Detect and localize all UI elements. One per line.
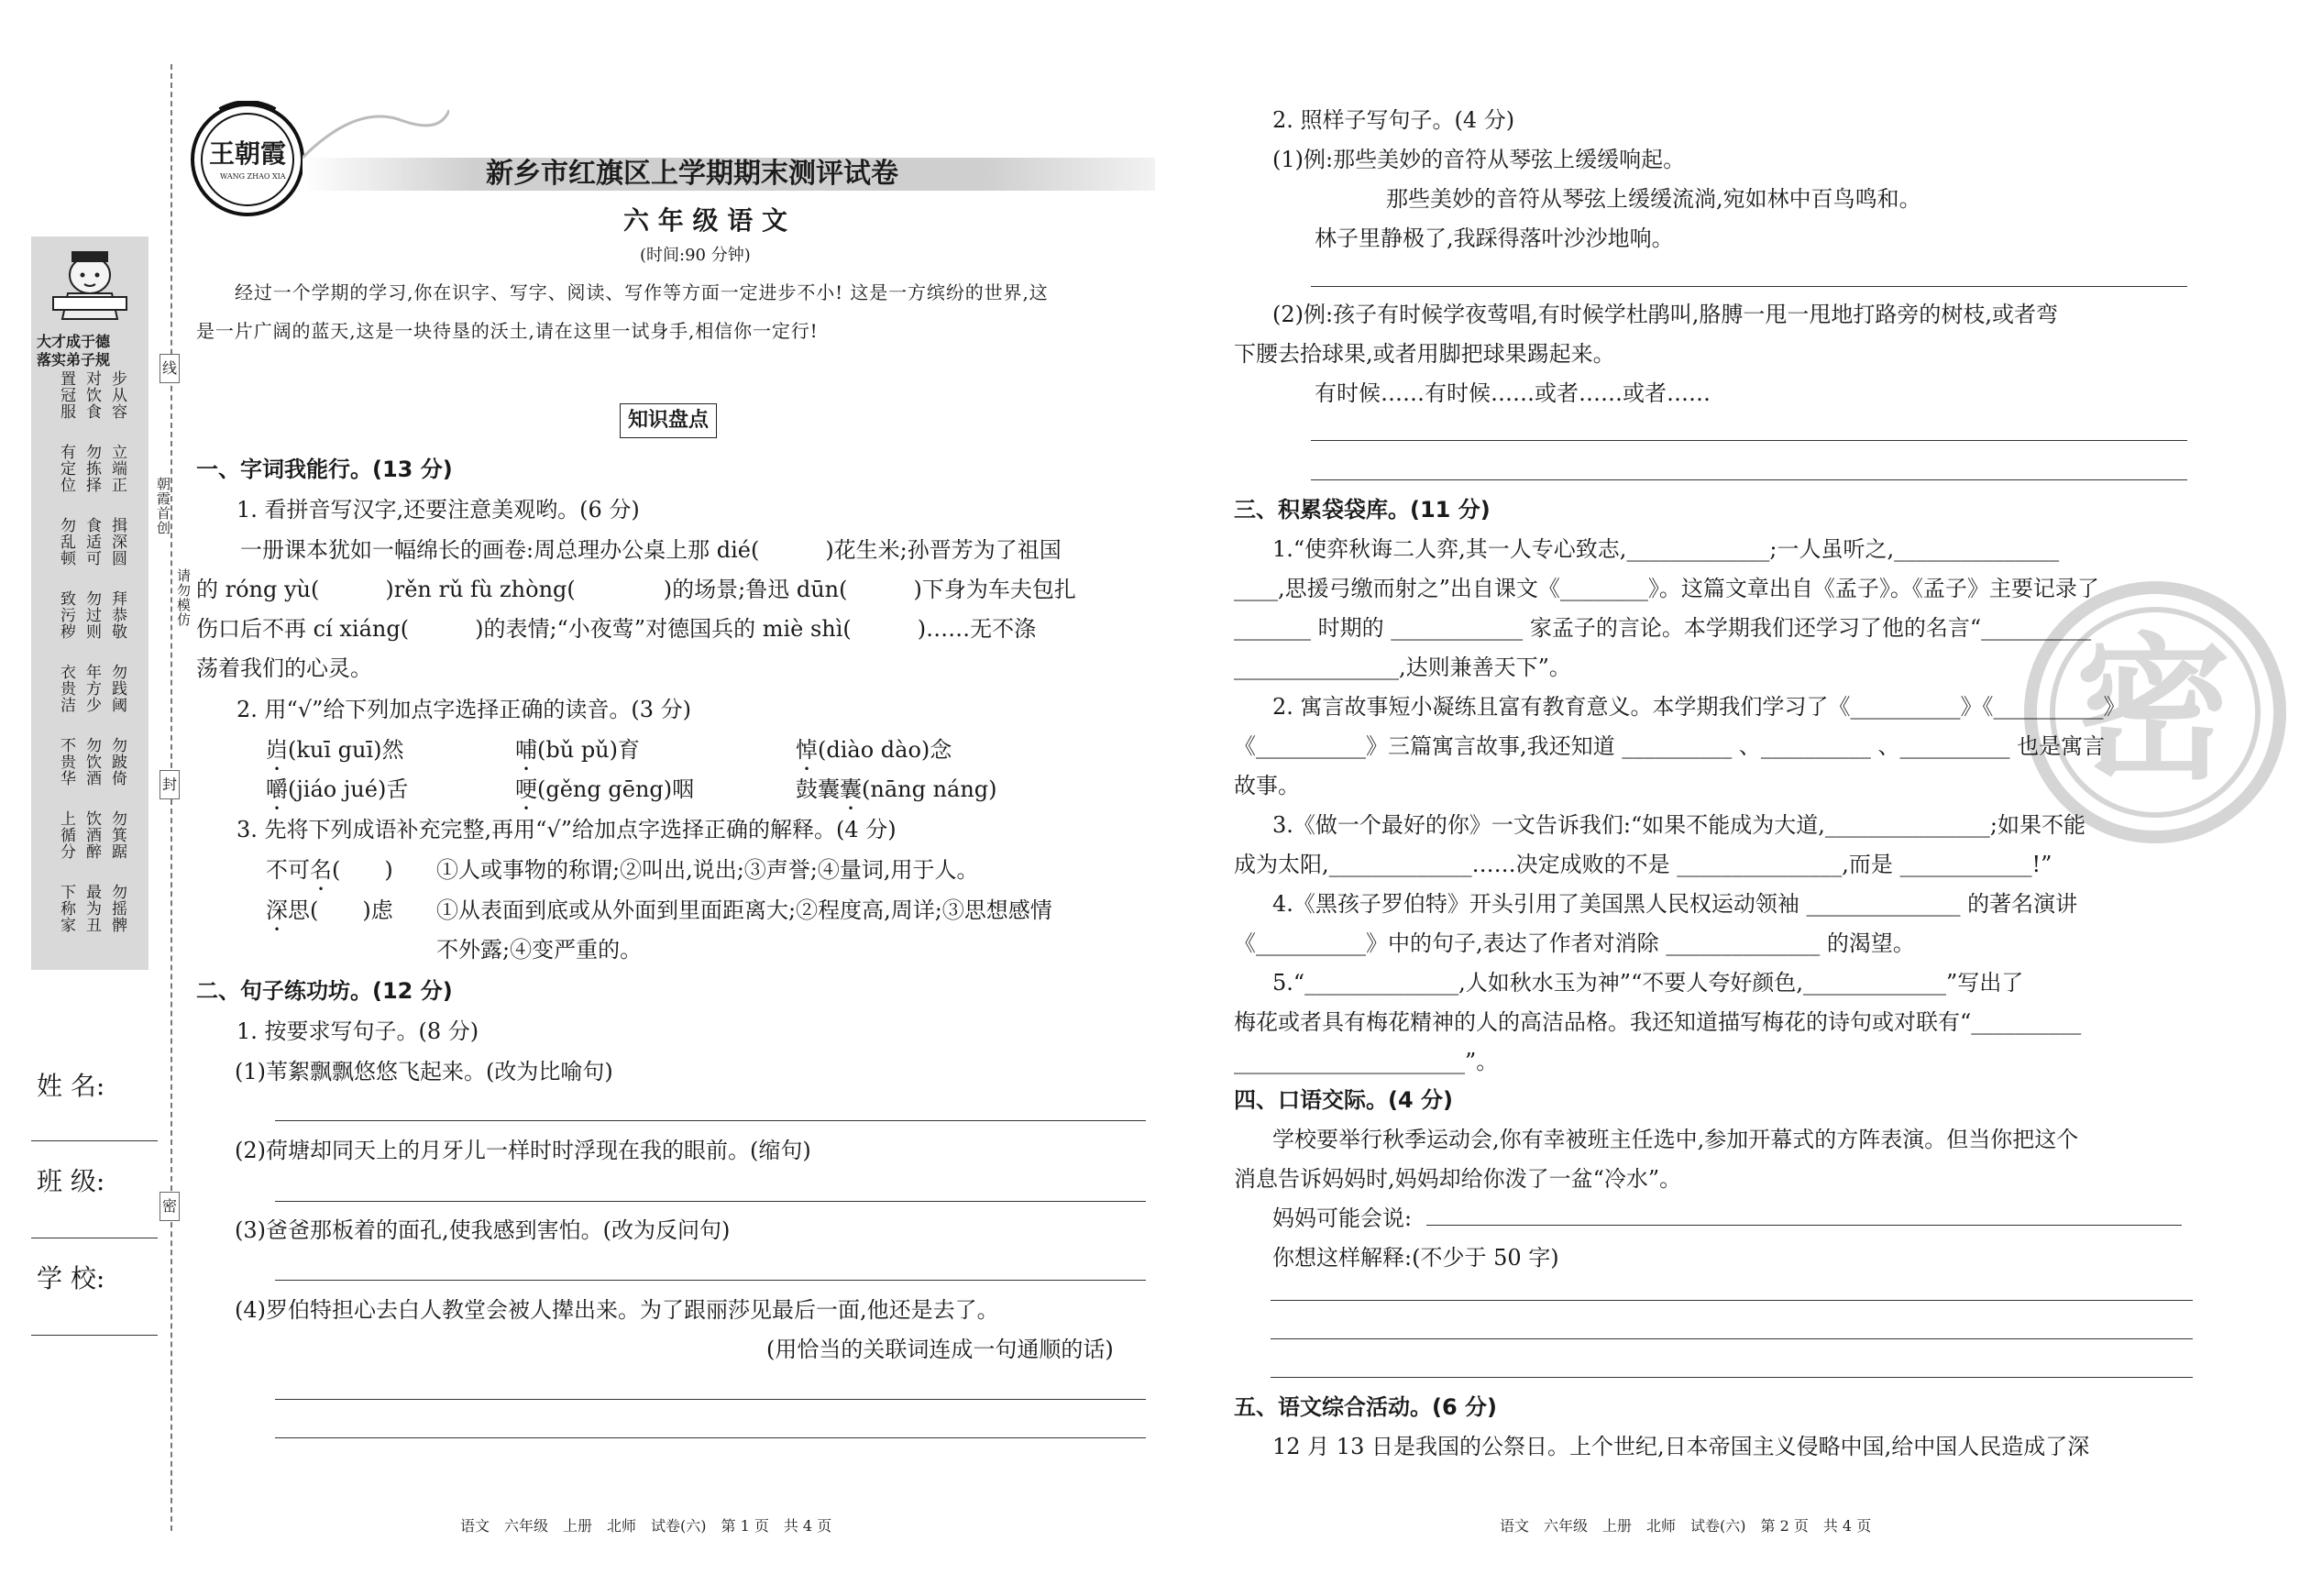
conduct-rule-1-1: 勿拣择 (83, 444, 101, 493)
s3-q2-line-1: 2. 寓言故事短小凝练且富有教育意义。本学期我们学习了《__________》《__________》 (1272, 694, 2126, 720)
conduct-rule-6-0: 勿箕踞 (108, 810, 127, 860)
conduct-rule-3-2: 致污秽 (57, 590, 75, 640)
conduct-rule-1-2: 有定位 (57, 444, 75, 493)
q2-item-3-rest: (diào dào)念 (818, 737, 952, 763)
conduct-rule-5-0: 勿跛倚 (108, 737, 127, 787)
q2-item-5-rest: (gěng gēng)咽 (537, 776, 695, 802)
conduct-rule-7-1: 最为丑 (83, 884, 101, 933)
conduct-rule-7-0: 勿摇髀 (108, 884, 127, 933)
s4-explain-label: 你想这样解释:(不少于 50 字) (1272, 1245, 1559, 1271)
answer-line-s2-d-1[interactable] (275, 1399, 1146, 1400)
q2-item-2-char: 哺 (515, 737, 537, 763)
conduct-rule-3-0: 拜恭敬 (108, 590, 127, 640)
q1-prompt: 1. 看拼音写汉字,还要注意美观哟。(6 分) (237, 497, 640, 523)
conduct-rule-3-1: 勿过则 (83, 590, 101, 640)
fold-mark-secret: 密 (160, 1192, 180, 1221)
conduct-rule-4-1: 年方少 (83, 664, 101, 713)
q3-def-b-2: 不外露;④变严重的。 (436, 937, 643, 963)
s3-q5-line-3: _____________________”。 (1234, 1049, 1499, 1074)
q3-idiom-a-word: 不可 (266, 857, 310, 883)
school-label: 学 校: (37, 1263, 105, 1293)
brand-logo-subtext: WANG ZHAO XIA (220, 172, 286, 181)
fold-mark-line: 线 (160, 354, 180, 383)
answer-line-s4-2[interactable] (1271, 1338, 2193, 1339)
q3-idiom-a-blank[interactable]: ( ) (332, 857, 393, 883)
s3-q4-line-1: 4.《黑孩子罗伯特》开头引用了美国黑人民权运动领袖 ______________ 的著名演讲 (1272, 891, 2078, 917)
section-1-heading: 一、字词我能行。(13 分) (196, 457, 453, 482)
answer-line-s4-3[interactable] (1271, 1377, 2193, 1378)
s2-q1-c: (3)爸爸那板着的面孔,使我感到害怕。(改为反问句) (235, 1217, 731, 1243)
q2-item-3 (796, 736, 952, 776)
q2-item-4 (266, 776, 408, 815)
r-q2-prompt: 2. 照样子写句子。(4 分) (1272, 107, 1515, 133)
s2-q1-d-requirement: (用恰当的关联词连成一句通顺的话) (766, 1337, 1114, 1362)
q3-idiom-a (266, 856, 393, 896)
s3-q1-line-2: ____,思援弓缴而射之”出自课文《________》。这篇文章出自《孟子》。《孟子》主要记录了 (1234, 576, 2099, 601)
side-note-col-1: 朝霞首创 (155, 477, 171, 535)
answer-line-r-q2-2-1[interactable] (1311, 440, 2187, 441)
fold-mark-seal: 封 (160, 770, 180, 799)
q2-item-4-rest: (jiáo jué)舌 (288, 776, 409, 802)
q2-item-4-char: 嚼 (266, 776, 288, 802)
conduct-rule-4-0: 勿践阈 (108, 664, 127, 713)
s4-scenario-2: 消息告诉妈妈时,妈妈却给你泼了一盆“冷水”。 (1234, 1166, 1682, 1192)
conduct-rule-2-0: 揖深圆 (108, 517, 127, 567)
conduct-rule-0-2: 置冠服 (57, 370, 75, 420)
q1-line-2: 的 róng yù( )rěn rǔ fù zhòng( )的场景;鲁迅 dūn( )下身为车夫包扎 (196, 577, 1076, 602)
exam-time: (时间:90 分钟) (640, 246, 751, 265)
r-q2-1-task: 林子里静极了,我踩得落叶沙沙地响。 (1315, 226, 1674, 251)
conduct-rule-5-2: 不贵华 (57, 737, 75, 787)
answer-line-s2-a[interactable] (275, 1120, 1146, 1121)
q2-item-6-char: 囊 (840, 776, 862, 802)
conduct-rule-0-1: 对饮食 (83, 370, 101, 420)
s3-q2-line-2: 《__________》三篇寓言故事,我还知道 __________ 、__________ 、__________ 也是寓言 (1234, 733, 2106, 759)
s3-q2-line-3: 故事。 (1234, 773, 1300, 798)
q3-prompt: 3. 先将下列成语补充完整,再用“√”给加点字选择正确的解释。(4 分) (237, 817, 897, 842)
conduct-rule-7-2: 下称家 (57, 884, 75, 933)
s3-q3-line-2: 成为太阳,_____________……决定成败的不是 _______________,而是 ____________!” (1234, 852, 2052, 877)
conduct-rule-1-0: 立端正 (108, 444, 127, 493)
conduct-rules (51, 370, 134, 957)
footer-page-2: 语文 六年级 上册 北师 试卷(六) 第 2 页 共 4 页 (1500, 1517, 1872, 1535)
s2-q1-b: (2)荷塘却同天上的月牙儿一样时时浮现在我的眼前。(缩句) (235, 1138, 811, 1163)
s3-q3-line-1: 3.《做一个最好的你》一文告诉我们:“如果不能成为大道,_______________;如果不能 (1272, 812, 2085, 838)
q3-idiom-a-char: 名 (310, 857, 332, 883)
q3-def-a: ①人或事物的称谓;②叫出,说出;③声誉;④量词,用于人。 (436, 857, 979, 883)
section-box-knowledge: 知识盘点 (620, 403, 717, 438)
q1-line-1: 一册课本犹如一幅绵长的画卷:周总理办公桌上那 dié( )花生米;孙晋芳为了祖国 (240, 537, 1062, 563)
q2-item-3-char: 悼 (796, 737, 818, 763)
s2-q1-d: (4)罗伯特担心去白人教堂会被人撵出来。为了跟丽莎见最后一面,他还是去了。 (235, 1297, 999, 1323)
answer-line-s2-c[interactable] (275, 1280, 1146, 1281)
q2-item-5 (515, 776, 694, 815)
conduct-rule-5-1: 勿饮酒 (83, 737, 101, 787)
s5-text-1: 12 月 13 日是我国的公祭日。上个世纪,日本帝国主义侵略中国,给中国人民造成了深 (1272, 1434, 2090, 1459)
section-5-heading: 五、语文综合活动。(6 分) (1234, 1394, 1497, 1420)
q3-idiom-b (266, 897, 393, 936)
r-q2-1-example: (1)例:那些美妙的音符从琴弦上缓缓响起。 (1272, 147, 1686, 172)
class-label: 班 级: (37, 1166, 105, 1196)
exam-title: 新乡市红旗区上学期期末测评试卷 (486, 158, 898, 190)
footer-page-1: 语文 六年级 上册 北师 试卷(六) 第 1 页 共 4 页 (460, 1517, 832, 1535)
s4-mom-says-label: 妈妈可能会说: (1272, 1205, 1413, 1231)
brand-logo (189, 101, 306, 218)
r-q2-1-result: 那些美妙的音符从琴弦上缓缓流淌,宛如林中百鸟鸣和。 (1386, 186, 1921, 212)
q3-idiom-b-char: 深 (266, 897, 288, 923)
q2-item-6 (796, 776, 997, 815)
intro-line-1: 经过一个学期的学习,你在识字、写字、阅读、写作等方面一定进步不小! 这是一方缤纷的世界,这 (235, 281, 1049, 303)
s3-q4-line-2: 《__________》中的句子,表达了作者对消除 ______________ 的渴望。 (1234, 930, 1915, 956)
s4-scenario-1: 学校要举行秋季运动会,你有幸被班主任选中,参加开幕式的方阵表演。但当你把这个 (1272, 1127, 2079, 1152)
answer-line-r-q2-1[interactable] (1311, 286, 2187, 287)
s2-q1-prompt: 1. 按要求写句子。(8 分) (237, 1018, 479, 1044)
name-label: 姓 名: (37, 1071, 105, 1101)
side-note-col-2: 请勿模仿 (175, 568, 192, 627)
r-q2-2-example-1: (2)例:孩子有时候学夜莺唱,有时候学杜鹃叫,胳膊一甩一甩地打路旁的树枝,或者弯 (1272, 302, 2058, 327)
section-4-heading: 四、口语交际。(4 分) (1234, 1087, 1453, 1113)
proverb-line-1: 大才成于德 (37, 333, 111, 350)
q2-item-6-rest: (nāng náng) (862, 776, 997, 802)
exam-subtitle: 六 年 级 语 文 (623, 205, 787, 236)
watermark-stamp (2022, 579, 2288, 845)
conduct-rule-6-2: 上循分 (57, 810, 75, 860)
name-field[interactable] (31, 1140, 158, 1141)
answer-line-s2-b[interactable] (275, 1201, 1146, 1202)
conduct-rule-2-2: 勿乱顿 (57, 517, 75, 567)
r-q2-2-example-2: 下腰去拾球果,或者用脚把球果踢起来。 (1234, 341, 1615, 367)
s2-q1-a: (1)苇絮飘飘悠悠飞起来。(改为比喻句) (235, 1059, 613, 1084)
q2-item-1-rest: (kuī guī)然 (288, 737, 404, 763)
section-3-heading: 三、积累袋袋库。(11 分) (1234, 497, 1491, 523)
s3-q1-line-3: _______ 时期的 ____________ 家孟子的言论。本学期我们还学习了他的名言“__________ (1234, 615, 2092, 641)
s3-q5-line-2: 梅花或者具有梅花精神的人的高洁品格。我还知道描写梅花的诗句或对联有“__________ (1234, 1009, 2082, 1035)
ribbon-decoration (303, 103, 449, 161)
q2-item-2-rest: (bǔ pǔ)育 (537, 737, 640, 763)
conduct-rule-2-1: 食适可 (83, 517, 101, 567)
school-field[interactable] (31, 1335, 158, 1336)
watermark-stamp-char: 密 (2075, 618, 2232, 801)
conduct-rule-0-0: 步从容 (108, 370, 127, 420)
scholar-figure-icon (40, 240, 139, 336)
q2-item-1-char: 岿 (266, 737, 288, 763)
r-q2-2-pattern: 有时候……有时候……或者……或者…… (1315, 380, 1711, 406)
conduct-rule-4-2: 衣贵洁 (57, 664, 75, 713)
q3-def-b-1: ①从表面到底或从外面到里面距离大;②程度高,周详;③思想感情 (436, 897, 1052, 923)
q2-item-1 (266, 736, 404, 776)
q3-idiom-b-word: 思( )虑 (288, 897, 393, 923)
q2-item-2 (515, 736, 640, 776)
brand-logo-text: 王朝霞 (209, 138, 287, 169)
s3-q1-line-1: 1.“使弈秋诲二人弈,其一人专心致志,_____________;一人虽听之,_______________ (1272, 536, 2060, 562)
s3-q5-line-1: 5.“______________,人如秋水玉为神”“不要人夸好颜色,_____________”写出了 (1272, 970, 2024, 996)
answer-line-s4-1[interactable] (1271, 1300, 2193, 1301)
s3-q1-line-4: _______________,达则兼善天下”。 (1234, 655, 1571, 680)
answer-line-s2-d-2[interactable] (275, 1437, 1146, 1438)
q1-line-4: 荡着我们的心灵。 (196, 655, 372, 681)
q2-item-5-char: 哽 (515, 776, 537, 802)
intro-line-2: 是一片广阔的蓝天,这是一块待垦的沃土,请在这里一试身手,相信你一定行! (196, 320, 819, 342)
proverb-line-2: 落实弟子规 (37, 351, 111, 369)
conduct-rule-6-1: 饮酒醉 (83, 810, 101, 860)
section-2-heading: 二、句子练功坊。(12 分) (196, 978, 453, 1004)
answer-line-r-q2-2-2[interactable] (1311, 479, 2187, 480)
q2-item-6-word: 鼓囊 (796, 776, 840, 802)
q1-line-3: 伤口后不再 cí xiáng( )的表情;“小夜莺”对德国兵的 miè shì( )……无不涤 (196, 616, 1037, 642)
answer-line-s4-mom[interactable] (1426, 1225, 2182, 1226)
q2-prompt: 2. 用“√”给下列加点字选择正确的读音。(3 分) (237, 697, 691, 722)
